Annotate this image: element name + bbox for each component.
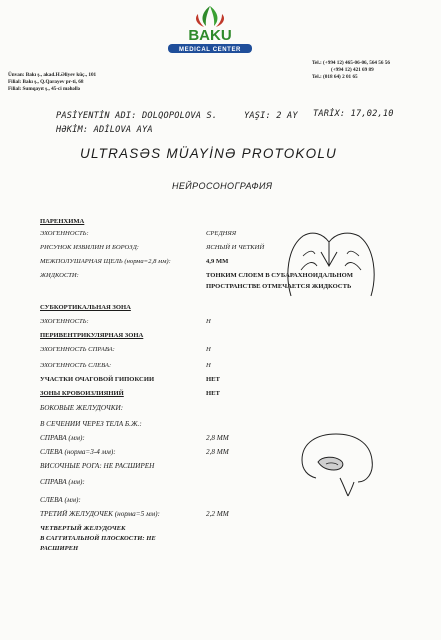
report-row: ЖИДКОСТИ: ТОНКИМ СЛОЕМ В СУБАРАХНОИДАЛЬНОМ	[40, 272, 353, 279]
baku-medical-center-logo	[150, 4, 270, 56]
address-line: Ünvan: Bakı ş., akad.H.Əliyev küç., 101	[8, 72, 97, 78]
fourth-ventricle-note	[40, 524, 156, 554]
report-row: СПРАВА (мм):	[40, 478, 85, 486]
svg-text:MEDICAL CENTER: MEDICAL CENTER	[179, 47, 241, 53]
address-line: Filial: Bakı ş., Q.Qarayev pr-ti, 68	[8, 79, 84, 85]
report-row: СЛЕВА (норма=3-4 мм): 2,8 ММ	[40, 448, 229, 456]
report-row: РИСУНОК ИЗВИЛИН И БОРОЗД: ЯСНЫЙ И ЧЕТКИЙ	[40, 244, 265, 251]
phone-line: Tel.: (+994 12) 465-06-06, 564 56 56	[312, 60, 390, 66]
report-row: СЛЕВА (мм):	[40, 496, 81, 504]
exam-date: TARİX: 17,02,10	[313, 109, 394, 119]
report-row: УЧАСТКИ ОЧАГОВОЙ ГИПОКСИИ НЕТ	[40, 376, 220, 383]
report-row: ЭХОГЕННОСТЬ СПРАВА: Н	[40, 346, 211, 353]
address-line: Filial: Sumqayıt ş., 45-ci məhəllə	[8, 86, 81, 92]
coronal-brain-diagram	[283, 226, 379, 304]
svg-text:BAKU: BAKU	[188, 27, 232, 44]
footer-line: ЧЕТВЕРТЫЙ ЖЕЛУДОЧЕК	[40, 525, 126, 532]
report-row: ЭХОГЕННОСТЬ: СРЕДНЯЯ	[40, 230, 237, 237]
patient-age: YAŞI: 2 AY	[244, 111, 298, 121]
report-row: ЭХОГЕННОСТЬ: Н	[40, 318, 211, 325]
doctor-name: HƏKİM: ADİLOVA AYA	[56, 125, 153, 135]
phone-line: Tel.: (018 64) 2 01 65	[312, 74, 358, 80]
section-hemorrhage: ЗОНЫ КРОВОИЗЛИЯНИЙ НЕТ	[40, 390, 220, 397]
report-row: МЕЖПОЛУШАРНАЯ ЩЕЛЬ (норма=2,8 мм): 4,9 ММ	[40, 258, 229, 265]
report-row: БОКОВЫЕ ЖЕЛУДОЧКИ:	[40, 404, 124, 412]
report-subtitle: НЕЙРОСОНОГРАФИЯ	[172, 181, 273, 191]
report-row: ЭХОГЕННОСТЬ СЛЕВА: Н	[40, 362, 211, 369]
sagittal-brain-diagram	[296, 430, 378, 498]
phone-line: (+994 12) 421 69 89	[331, 67, 374, 73]
report-row: В СЕЧЕНИИ ЧЕРЕЗ ТЕЛА Б.Ж.:	[40, 420, 142, 428]
report-row: ТРЕТИЙ ЖЕЛУДОЧЕК (норма=5 мм): 2,2 ММ	[40, 510, 229, 518]
report-row: ПРОСТРАНСТВЕ ОТМЕЧАЕТСЯ ЖИДКОСТЬ	[206, 283, 352, 290]
section-subcortical: СУБКОРТИКАЛЬНАЯ ЗОНА	[40, 304, 131, 311]
footer-line: РАСШИРЕН	[40, 545, 79, 552]
footer-line: В САГГИТАЛЬНОЙ ПЛОСКОСТИ: НЕ	[40, 535, 156, 542]
patient-name: PASİYENTİN ADI: DOLQOPOLOVA S.	[56, 111, 218, 121]
report-row: ВИСОЧНЫЕ РОГА: НЕ РАСШИРЕН	[40, 462, 155, 470]
report-row: СПРАВА (мм): 2,8 ММ	[40, 434, 229, 442]
section-parenchyma: ПАРЕНХИМА	[40, 218, 85, 225]
report-title: ULTRASƏS MÜAYİNƏ PROTOKOLU	[80, 146, 337, 161]
section-periventricular: ПЕРИВЕНТРИКУЛЯРНАЯ ЗОНА	[40, 332, 144, 339]
